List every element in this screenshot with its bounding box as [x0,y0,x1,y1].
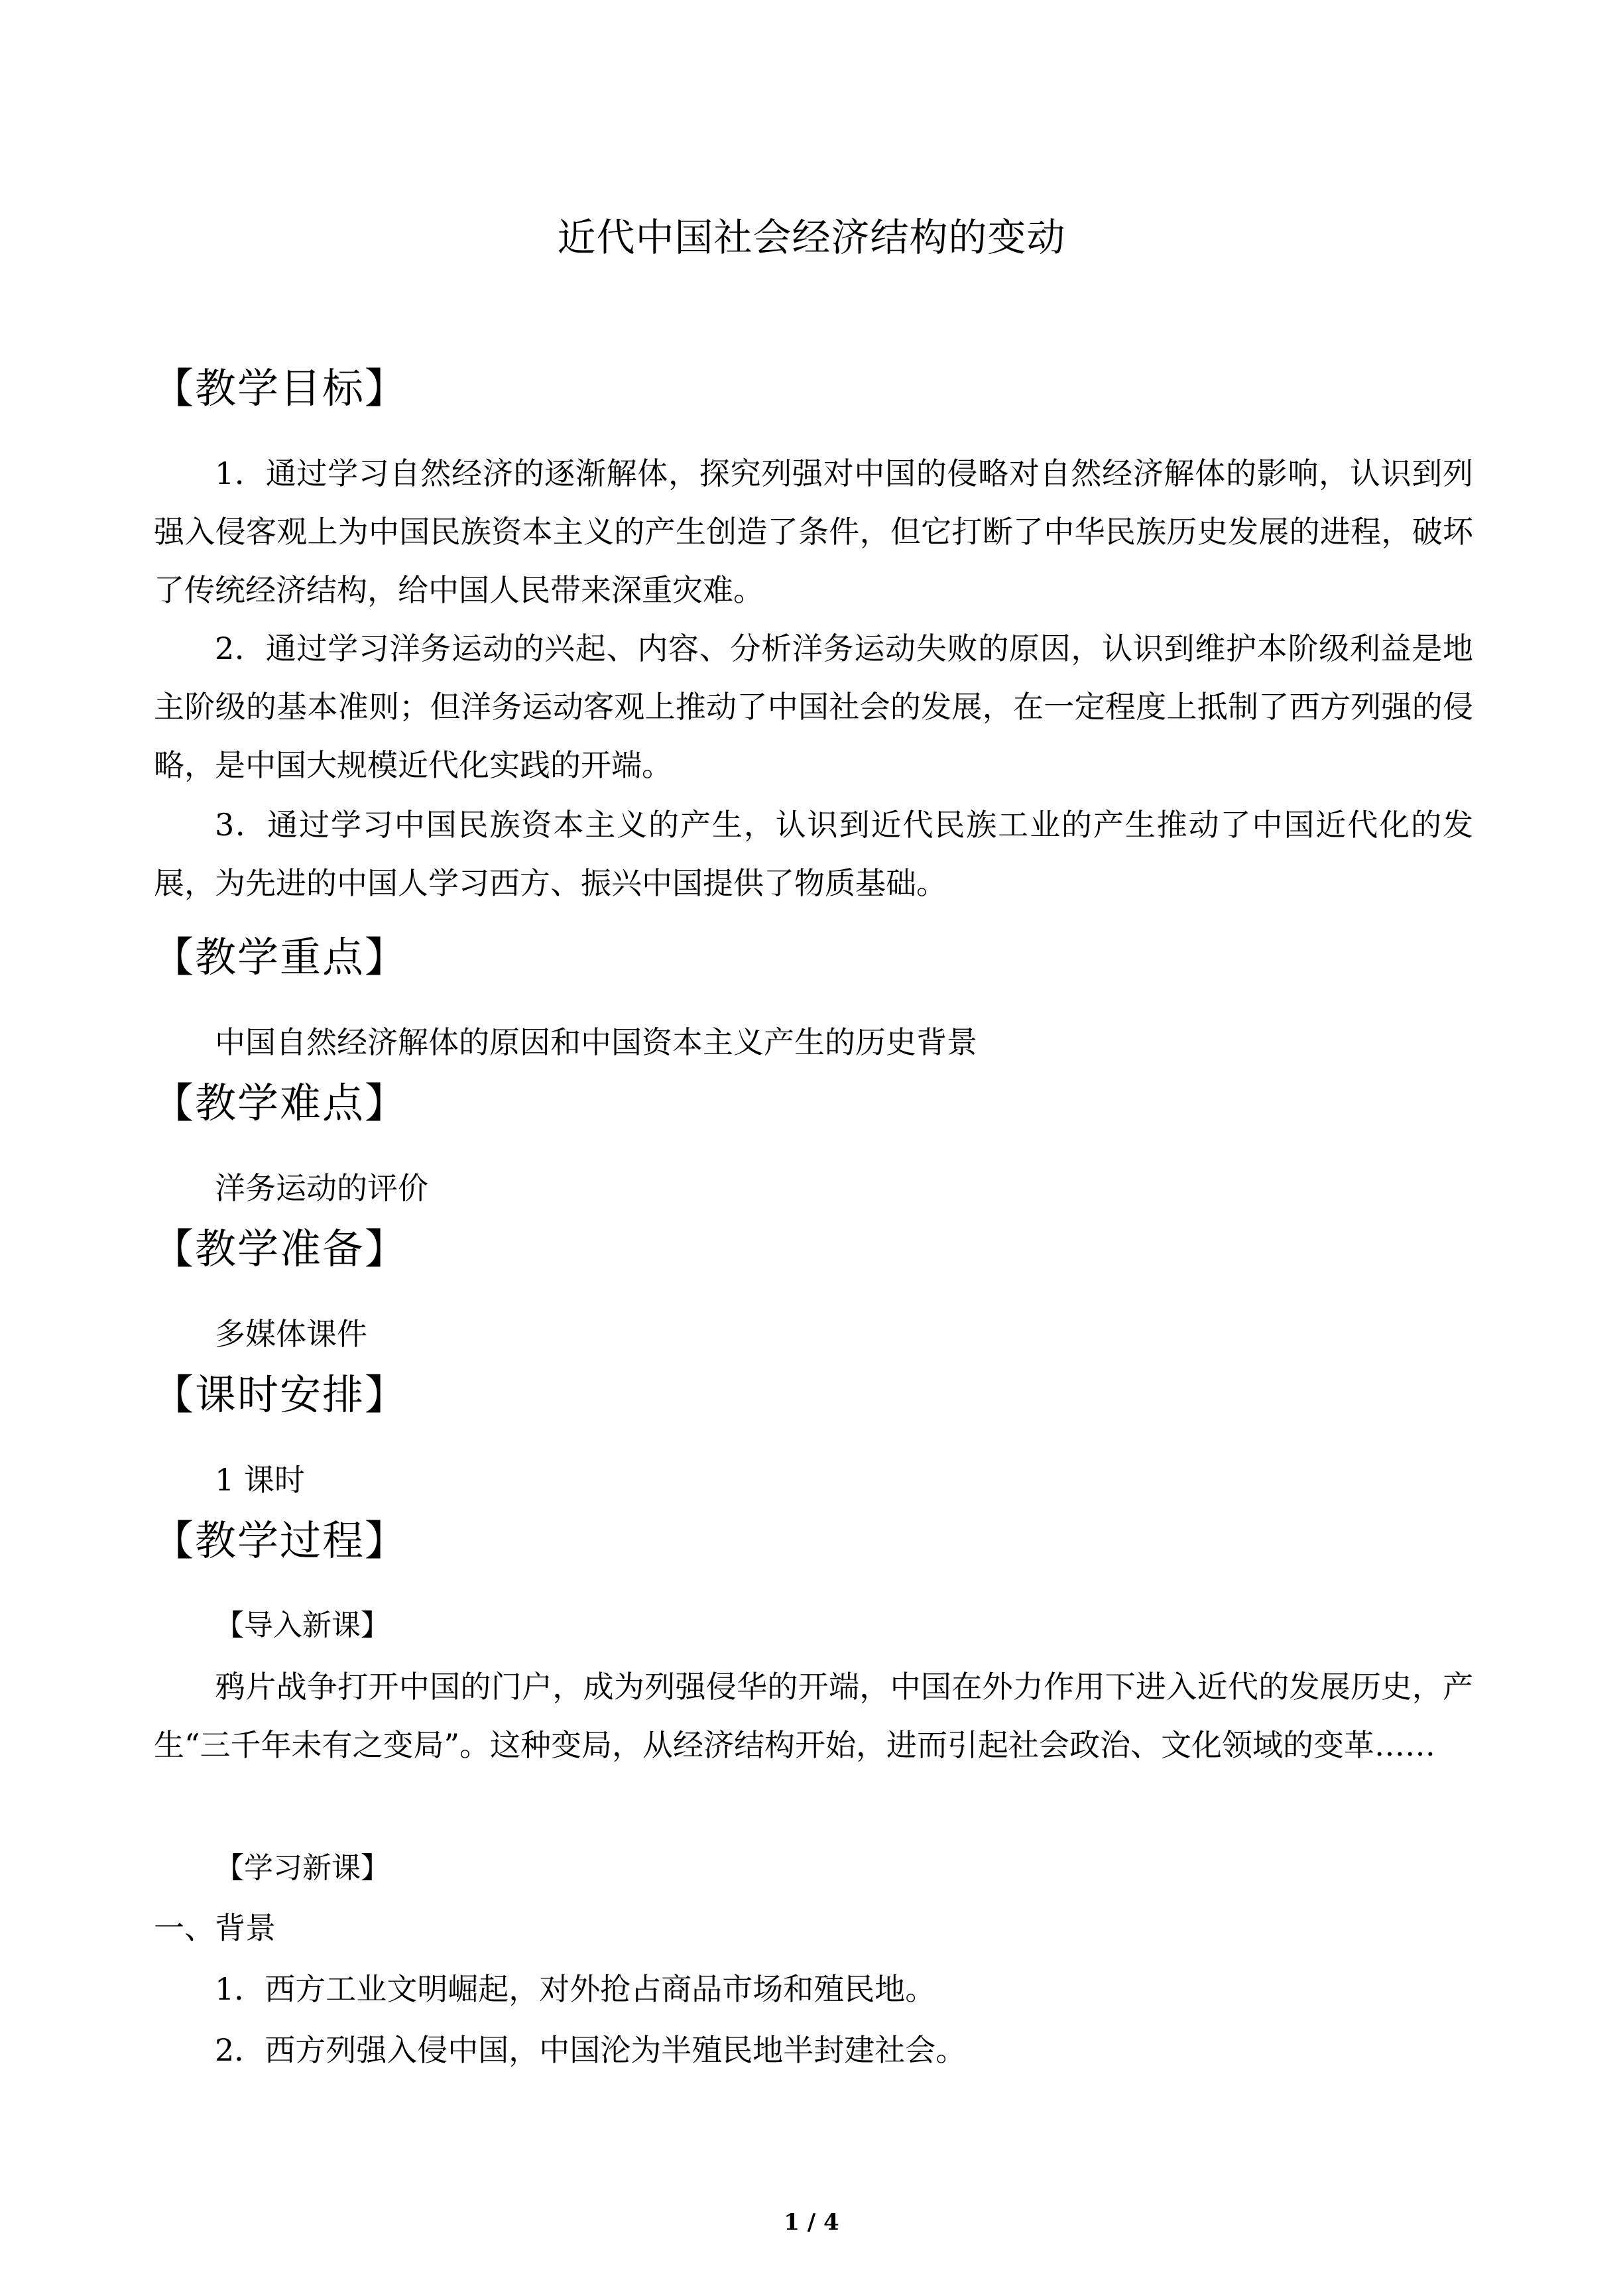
intro-label: 【导入新课】 [215,1608,390,1642]
objective-item-1: 1．通过学习自然经济的逐渐解体，探究列强对中国的侵略对自然经济解体的影响，认识到列强入侵客观上为中国民族资本主义的产生创造了条件，但它打断了中华民族历史发展的进程，破坏了传统经济结构，给中国人民带来深重灾难。 [154,455,1473,608]
intro-text: 鸦片战争打开中国的门户，成为列强侵华的开端，中国在外力作用下进入近代的发展历史，产生“三千年未有之变局”。这种变局，从经济结构开始，进而引起社会政治、文化领域的变革…… [154,1669,1473,1763]
objective-item-2: 2．通过学习洋务运动的兴起、内容、分析洋务运动失败的原因，认识到维护本阶级利益是地主阶级的基本准则；但洋务运动客观上推动了中国社会的发展，在一定程度上抵制了西方列强的侵略，是中国大规模近代化实践的开端。 [154,631,1473,783]
page-number: 1 / 4 [784,2209,839,2236]
background-item-1: 1．西方工业文明崛起，对外抢占商品市场和殖民地。 [215,1971,936,2007]
key-points-text: 中国自然经济解体的原因和中国资本主义产生的历史背景 [215,1024,977,1060]
heading-preparation: 【教学准备】 [152,1225,408,1273]
new-lesson-label: 【学习新课】 [215,1851,390,1885]
heading-key-points: 【教学重点】 [152,933,408,981]
heading-difficulties: 【教学难点】 [152,1079,408,1127]
schedule-text: 1 课时 [215,1462,305,1498]
heading-objectives: 【教学目标】 [152,364,408,412]
difficulties-text: 洋务运动的评价 [215,1170,428,1206]
document-title: 近代中国社会经济结构的变动 [557,215,1066,260]
preparation-text: 多媒体课件 [215,1316,367,1352]
objective-item-3: 3．通过学习中国民族资本主义的产生，认识到近代民族工业的产生推动了中国近代化的发展，为先进的中国人学习西方、振兴中国提供了物质基础。 [154,807,1473,901]
background-title: 一、背景 [154,1910,276,1946]
heading-process: 【教学过程】 [152,1516,408,1565]
heading-schedule: 【课时安排】 [152,1370,408,1419]
background-item-2: 2．西方列强入侵中国，中国沦为半殖民地半封建社会。 [215,2032,967,2068]
